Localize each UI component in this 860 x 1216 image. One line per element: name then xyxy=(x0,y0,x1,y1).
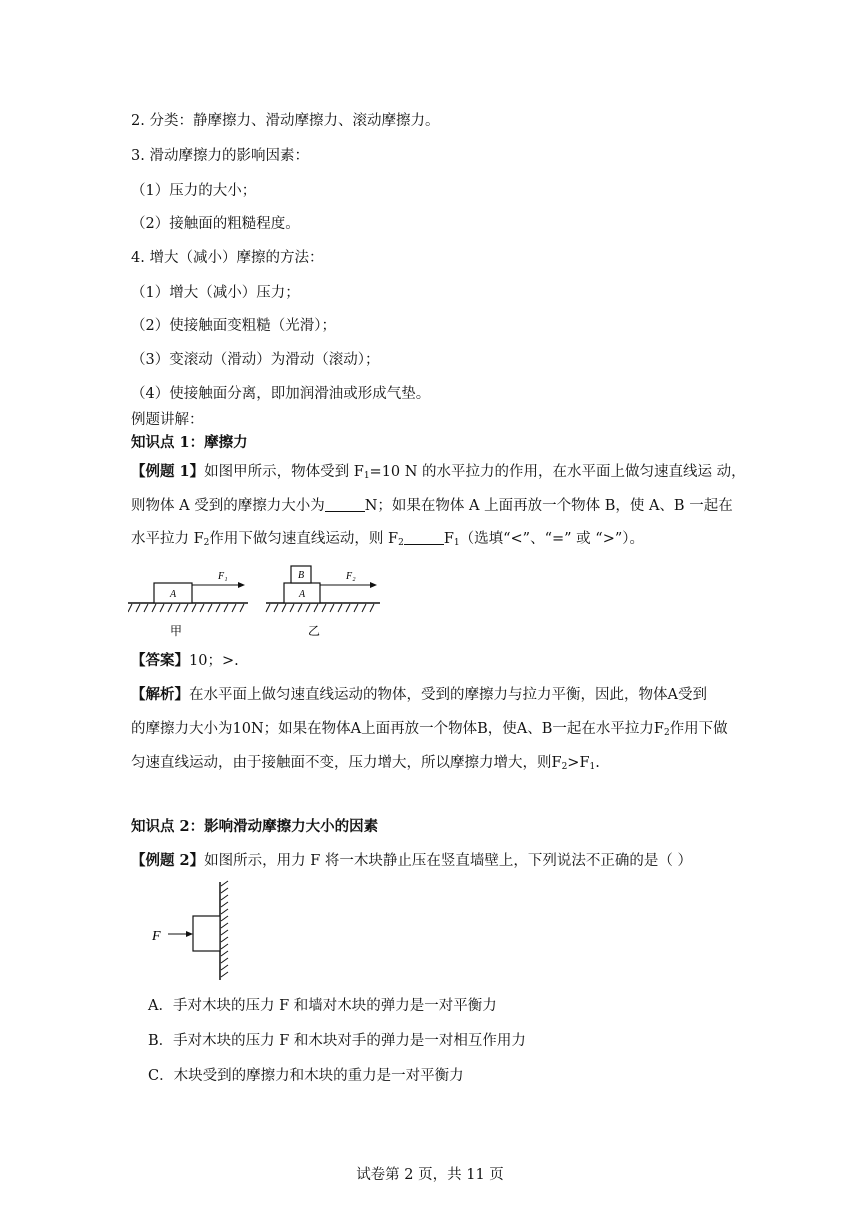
text: 水平拉力 F xyxy=(131,531,204,547)
text: N；如果在物体 A 上面再放一个物体 B，使 A、B 一起在 xyxy=(364,498,733,514)
text: 在水平面上做匀速直线运动的物体，受到的摩擦力与拉力平衡，因此，物体A受到 xyxy=(189,687,707,703)
option-c: C．木块受到的摩擦力和木块的重力是一对平衡力 xyxy=(148,1068,464,1084)
page-footer: 试卷第 2 页，共 11 页 xyxy=(356,1167,504,1183)
example-2-figure xyxy=(148,880,248,982)
text: 则物体 A 受到的摩擦力大小为 xyxy=(131,498,325,514)
text-line: （2）接触面的粗糙程度。 xyxy=(131,216,300,232)
option-b: B．手对木块的压力 F 和木块对手的弹力是一对相互作用力 xyxy=(148,1033,526,1049)
text-line: （3）变滚动（滑动）为滑动（滚动）； xyxy=(131,352,380,368)
label-a: A xyxy=(298,589,306,600)
subscript: 1 xyxy=(363,471,370,481)
text: （选填“<”、“=” 或 “>”）。 xyxy=(459,531,645,547)
analysis-tag: 【解析】 xyxy=(131,686,189,703)
subscript: 2 xyxy=(398,538,404,548)
text: F xyxy=(443,531,454,547)
text: 匀速直线运动，由于接触面不变，压力增大，所以摩擦力增大，则F xyxy=(131,755,562,771)
arrow-head-icon xyxy=(238,582,245,588)
text: 如图甲所示，物体受到 F xyxy=(204,464,364,480)
figure-label-jia: 甲 xyxy=(169,624,183,638)
label-a: A xyxy=(169,589,177,600)
text-line: 4. 增大（减小）摩擦的方法： xyxy=(131,250,324,266)
text-line: 3. 滑动摩擦力的影响因素： xyxy=(131,148,309,164)
example-1-line-1 xyxy=(131,462,746,486)
text-line: 2. 分类：静摩擦力、滑动摩擦力、滚动摩擦力。 xyxy=(131,113,440,129)
analysis-line-1 xyxy=(131,685,707,705)
example-tag: 【例题 1】 xyxy=(131,463,205,480)
text: 作用下做匀速直线运动，则 F xyxy=(209,531,399,547)
example-1-figure xyxy=(128,563,388,643)
answer-tag: 【答案】 xyxy=(131,652,189,669)
label-f2: F₂ xyxy=(346,571,356,582)
arrow-head-icon xyxy=(370,582,377,588)
label-b: B xyxy=(297,570,305,581)
subscript: 2 xyxy=(663,728,670,738)
text-line: （1）增大（减小）压力； xyxy=(131,285,300,301)
text: >F xyxy=(567,755,590,771)
answer-text: 10；>. xyxy=(189,653,239,669)
arrow-head-icon xyxy=(186,931,193,937)
ground-hatch xyxy=(266,604,374,612)
option-a: A．手对木块的压力 F 和墙对木块的弹力是一对平衡力 xyxy=(148,998,497,1014)
section-heading: 知识点 2：影响滑动摩擦力大小的因素 xyxy=(131,818,379,835)
example-tag: 【例题 2】 xyxy=(131,852,205,869)
example-1-line-3 xyxy=(131,529,644,553)
subscript: 1 xyxy=(589,762,596,772)
figure-label-yi: 乙 xyxy=(307,624,321,638)
label-f: F xyxy=(152,929,161,944)
ground-hatch xyxy=(128,604,244,612)
analysis-line-3 xyxy=(131,753,600,777)
answer-blank xyxy=(325,497,365,512)
text-line: 例题讲解： xyxy=(131,412,204,428)
wall-hatch xyxy=(221,881,228,977)
subscript: 2 xyxy=(203,538,210,548)
text: =10 N 的水平拉力的作用，在水平面上做匀速直线运 动， xyxy=(369,464,746,480)
section-heading: 知识点 1：摩擦力 xyxy=(131,434,248,451)
answer-line xyxy=(131,651,239,671)
subscript: 2 xyxy=(561,762,568,772)
example-1-line-2 xyxy=(131,496,733,516)
text: . xyxy=(595,755,600,771)
text: 作用下做 xyxy=(669,721,728,737)
text-line: （1）压力的大小； xyxy=(131,183,257,199)
text-line: （4）使接触面分离，即加润滑油或形成气垫。 xyxy=(131,386,431,402)
label-f1: F₁ xyxy=(218,571,228,582)
text: 如图所示，用力 F 将一木块静止压在竖直墙壁上，下列说法不正确的是（ ） xyxy=(204,853,693,869)
text-line: （2）使接触面变粗糙（光滑）； xyxy=(131,318,336,334)
text: 的摩擦力大小为10N；如果在物体A上面再放一个物体B，使A、B一起在水平拉力F xyxy=(131,721,664,737)
subscript: 1 xyxy=(453,538,460,548)
example-2-line xyxy=(131,851,692,871)
analysis-line-2 xyxy=(131,719,728,743)
answer-blank xyxy=(404,530,444,545)
wood-block xyxy=(193,916,220,951)
